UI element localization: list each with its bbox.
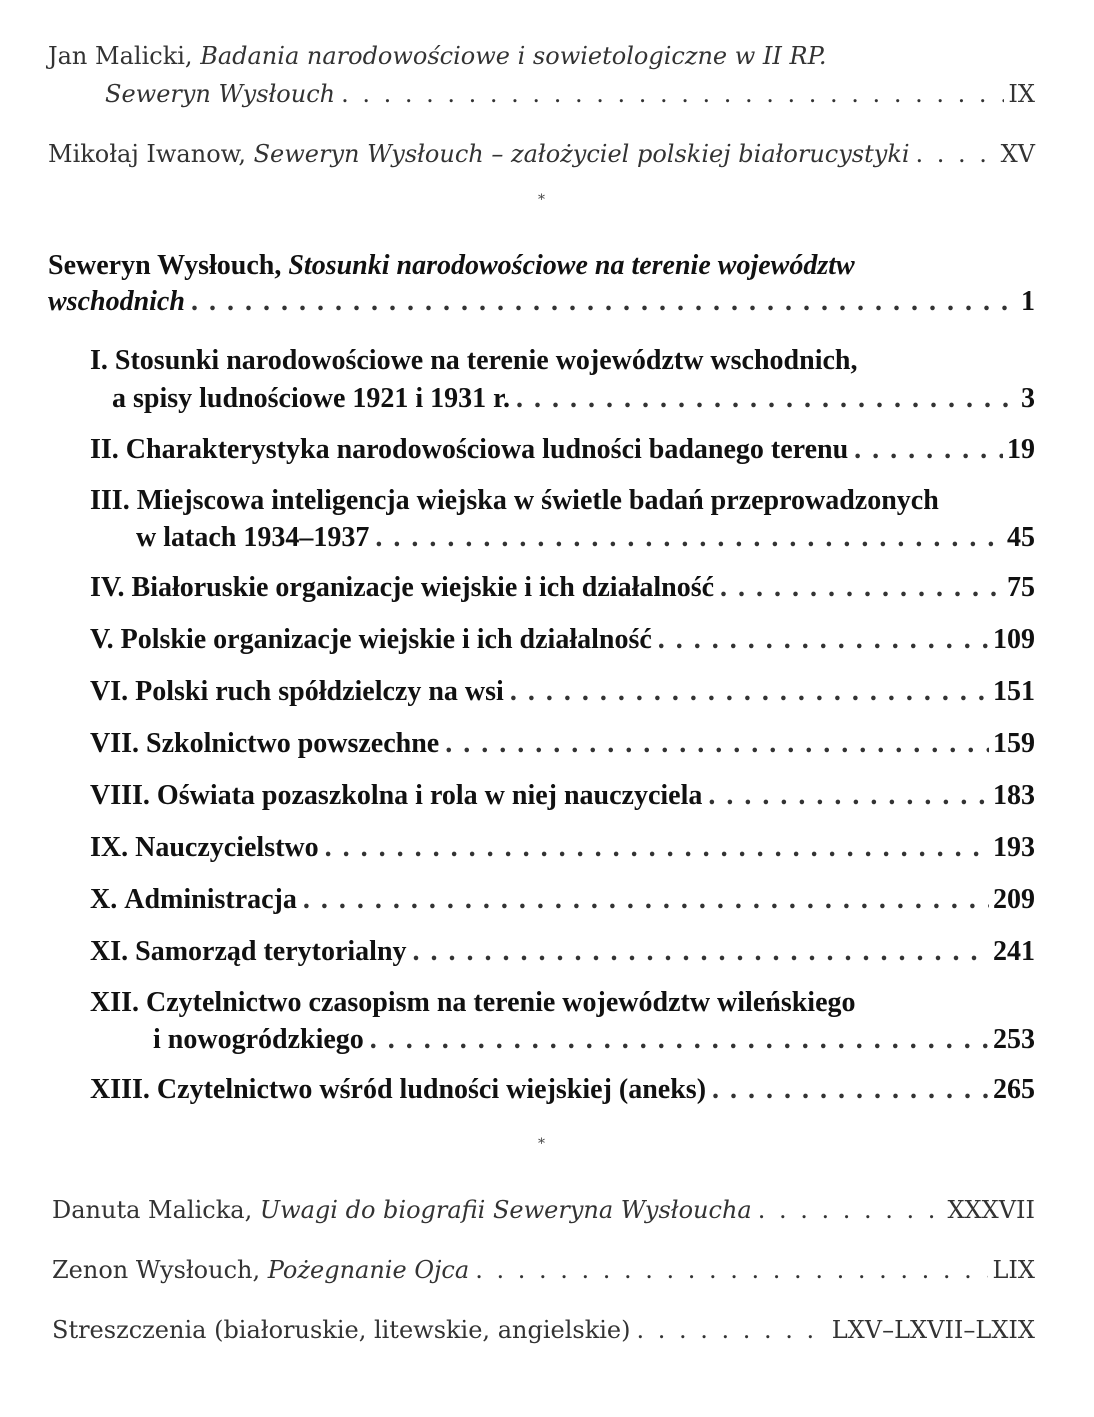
chapter-title: Samorząd terytorialny (135, 936, 407, 967)
chapter-title: Stosunki narodowościowe na terenie województw wschodnich, (114, 345, 858, 376)
page-number: 265 (993, 1074, 1035, 1105)
chapter-title: Polskie organizacje wiejskie i ich działalność (120, 624, 652, 655)
main-work-line2[interactable] (48, 286, 1035, 318)
chapter-2[interactable] (90, 434, 1035, 466)
chapter-title: Czytelnictwo czasopism na terenie województw wileńskiego (146, 987, 856, 1018)
dot-leader (370, 1024, 989, 1056)
dot-leader (375, 522, 1003, 554)
toc-entry-streszczenia[interactable] (52, 1316, 1035, 1344)
entry-title: Pożegnanie Ojca (267, 1256, 470, 1284)
separator-star: * (538, 192, 545, 208)
chapter-4[interactable] (90, 572, 1035, 604)
separator-star: * (538, 1136, 545, 1152)
dot-leader (341, 80, 1004, 108)
dot-leader (708, 780, 989, 812)
page-number: LXV–LXVII–LXIX (831, 1316, 1035, 1344)
page-number: XXXVII (947, 1196, 1035, 1224)
page-number: 193 (993, 832, 1035, 863)
page-number: 209 (993, 884, 1035, 915)
chapter-title: Charakterystyka narodowościowa ludności badanego terenu (125, 434, 849, 465)
entry-author: Jan Malicki, (48, 42, 193, 70)
dot-leader (658, 624, 989, 656)
chapter-num: VI. (90, 676, 129, 707)
chapter-num: XII. (90, 987, 140, 1018)
chapter-6[interactable] (90, 676, 1035, 708)
page-number: 109 (993, 624, 1035, 655)
dot-leader (916, 140, 997, 168)
chapter-title: Miejscowa inteligencja wiejska w świetle badań przeprowadzonych (136, 485, 939, 516)
chapter-title-cont: i nowogródzkiego (153, 1024, 364, 1055)
chapter-num: IV. (90, 572, 125, 603)
dot-leader (191, 286, 1017, 318)
entry-author: Zenon Wysłouch, (52, 1256, 261, 1284)
dot-leader (516, 383, 1017, 415)
dot-leader (303, 884, 989, 916)
dot-leader (325, 832, 989, 864)
chapter-title: Szkolnictwo powszechne (146, 728, 440, 759)
page-number: 241 (993, 936, 1035, 967)
dot-leader (636, 1316, 827, 1344)
chapter-num: III. (90, 485, 130, 516)
chapter-num: V. (90, 624, 114, 655)
page-number: 19 (1007, 434, 1035, 465)
page-number: LIX (992, 1256, 1035, 1284)
entry-title: Uwagi do biografii Seweryna Wysłoucha (259, 1196, 752, 1224)
chapter-title-cont: a spisy ludnościowe 1921 i 1931 r. (112, 383, 511, 414)
chapter-title: Administracja (124, 884, 297, 915)
chapter-8[interactable] (90, 780, 1035, 812)
chapter-title: Nauczycielstwo (135, 832, 319, 863)
chapter-10[interactable] (90, 884, 1035, 916)
entry-author: Mikołaj Iwanow, (48, 140, 246, 168)
chapter-11[interactable] (90, 936, 1035, 968)
chapter-num: XIII. (90, 1074, 150, 1105)
dot-leader (712, 1074, 989, 1106)
toc-entry-malicki-line2[interactable] (105, 80, 1035, 108)
page-number: 75 (1007, 572, 1035, 603)
dot-leader (445, 728, 989, 760)
page-number: 45 (1007, 522, 1035, 553)
entry-title: Streszczenia (białoruskie, litewskie, angielskie) (52, 1316, 631, 1344)
chapter-3-line2[interactable] (136, 522, 1035, 554)
dot-leader (720, 572, 1003, 604)
chapter-num: I. (90, 345, 108, 376)
main-work-line1 (48, 250, 855, 282)
main-author: Seweryn Wysłouch, (48, 250, 282, 281)
chapter-9[interactable] (90, 832, 1035, 864)
toc-entry-zenon[interactable] (52, 1256, 1035, 1284)
chapter-num: VII. (90, 728, 140, 759)
chapter-num: VIII. (90, 780, 150, 811)
chapter-12-line2[interactable] (153, 1024, 1035, 1056)
entry-title: Badania narodowościowe i sowietologiczne w II RP. (200, 42, 827, 70)
toc-entry-malicka[interactable] (52, 1196, 1035, 1224)
page-number: 183 (993, 780, 1035, 811)
dot-leader (475, 1256, 988, 1284)
page-number: XV (1000, 140, 1035, 168)
entry-title-cont: Seweryn Wysłouch (105, 80, 336, 108)
chapter-title: Polski ruch spółdzielczy na wsi (135, 676, 504, 707)
chapter-num: II. (90, 434, 119, 465)
chapter-1-line2[interactable] (112, 383, 1035, 415)
page-number: 151 (993, 676, 1035, 707)
chapter-title: Oświata pozaszkolna i rola w niej nauczyciela (156, 780, 703, 811)
chapter-num: X. (90, 884, 118, 915)
entry-title: Seweryn Wysłouch – założyciel polskiej białorucystyki (253, 140, 910, 168)
dot-leader (758, 1196, 944, 1224)
chapter-13[interactable] (90, 1074, 1035, 1106)
page-number: 1 (1021, 286, 1035, 317)
dot-leader (854, 434, 1003, 466)
dot-leader (413, 936, 989, 968)
chapter-title-cont: w latach 1934–1937 (136, 522, 370, 553)
chapter-3-line1[interactable] (90, 485, 939, 517)
chapter-title: Białoruskie organizacje wiejskie i ich działalność (131, 572, 715, 603)
toc-entry-malicki-line1 (48, 42, 827, 70)
page-number: 159 (993, 728, 1035, 759)
chapter-1-line1[interactable] (90, 345, 857, 377)
main-title: Stosunki narodowościowe na terenie województw (288, 250, 855, 281)
chapter-12-line1[interactable] (90, 987, 856, 1019)
page-number: 253 (993, 1024, 1035, 1055)
chapter-num: IX. (90, 832, 129, 863)
chapter-title: Czytelnictwo wśród ludności wiejskiej (aneks) (156, 1074, 707, 1105)
chapter-num: XI. (90, 936, 129, 967)
page-number: IX (1008, 80, 1035, 108)
entry-author: Danuta Malicka, (52, 1196, 253, 1224)
page-number: 3 (1021, 383, 1035, 414)
toc-entry-iwanow[interactable] (48, 140, 1035, 168)
dot-leader (510, 676, 989, 708)
chapter-7[interactable] (90, 728, 1035, 760)
main-title-cont: wschodnich (48, 286, 185, 317)
chapter-5[interactable] (90, 624, 1035, 656)
